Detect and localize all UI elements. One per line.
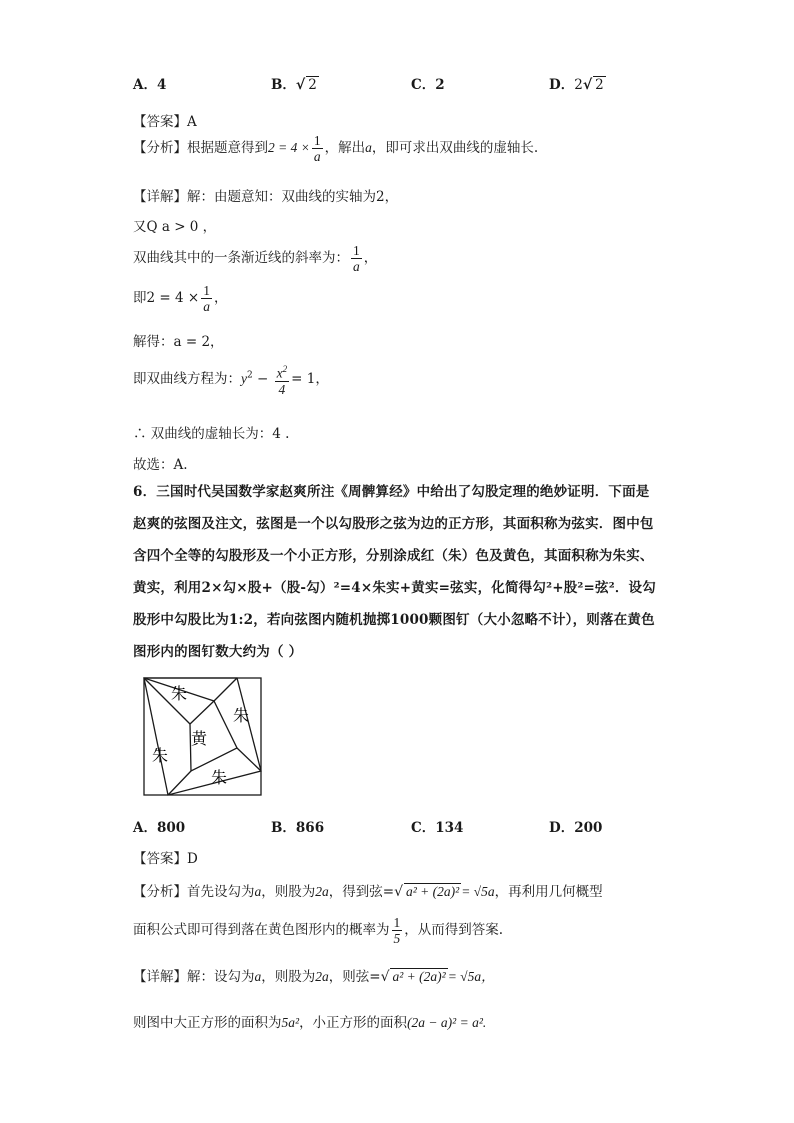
fraction xyxy=(392,915,403,946)
analysis-text: ，则股为 xyxy=(261,884,316,900)
fraction-denominator: 5 xyxy=(393,931,401,946)
fraction xyxy=(312,133,323,164)
label-left: 朱 xyxy=(152,746,169,765)
detail-text: = 1， xyxy=(291,370,329,387)
label-center: 黄 xyxy=(191,729,208,748)
q6-analysis-line-1 xyxy=(133,880,603,900)
radicand: a² + (2a)² xyxy=(405,884,460,899)
option-b-radicand: 2 xyxy=(308,77,317,93)
detail-text: ， xyxy=(363,250,378,266)
fraction xyxy=(351,243,362,274)
q6-answer xyxy=(133,847,198,867)
q6-detail-2 xyxy=(133,1011,486,1031)
analysis-label: 【分析】 xyxy=(133,884,187,900)
label-bottom: 朱 xyxy=(211,768,228,787)
detail-text: ，则弦= xyxy=(328,969,381,985)
expression: 5a² xyxy=(281,1015,300,1030)
expression: (2a − a)² = a². xyxy=(407,1015,487,1030)
label-top: 朱 xyxy=(171,684,188,703)
inner-line-2 xyxy=(214,678,237,701)
answer-value: A xyxy=(187,114,197,130)
q6-option-c: C．134 xyxy=(411,820,464,836)
fraction-numerator: 1 xyxy=(393,915,401,930)
fraction-numerator: 1 xyxy=(353,243,360,258)
q5-analysis xyxy=(133,133,538,164)
fraction-numerator-text: x xyxy=(276,365,283,381)
q6-stem: 6．三国时代吴国数学家赵爽所注《周髀算经》中给出了勾股定理的绝妙证明．下面是赵爽的弦图及注文，弦图是一个以勾股形之弦为边的正方形，其面积称为弦实．图中包含四个全等的勾股形及一个小正方形，分别涂成红（朱）色及黄色，其面积称为朱实、黄实，利用2×勾×股+（股-勾）²=4×朱实+黄实=弦实，化简得勾²+股²=弦²．设勾股形中勾股比为1:2，若向弦图内随机抛掷1000颗图钉（大小忽略不计），则落在黄色图形内的图钉数大约为（ ） xyxy=(133,484,656,660)
q6-analysis-line-2 xyxy=(133,915,503,946)
sqrt-icon: √ xyxy=(380,969,390,985)
detail-text: ，则股为 xyxy=(261,969,316,985)
sqrt-icon: √ xyxy=(295,77,306,93)
expression: = √5a， xyxy=(447,969,495,984)
q6-option-a: A．800 xyxy=(133,820,186,836)
analysis-text: ，即可求出双曲线的虚轴长. xyxy=(371,140,539,156)
fraction-numerator: 1 xyxy=(313,133,321,148)
answer-value: D xyxy=(187,851,198,867)
q5-detail-4 xyxy=(133,283,227,314)
label-right: 朱 xyxy=(233,706,250,725)
variable: a xyxy=(254,884,262,899)
q6-option-b: B．866 xyxy=(271,820,325,836)
analysis-text: 首先设勾为 xyxy=(187,884,255,900)
analysis-text: ，解出 xyxy=(324,140,366,156)
option-b xyxy=(271,73,319,93)
q5-detail-5: 解得：a = 2， xyxy=(133,334,224,350)
q6-option-d: D．200 xyxy=(549,820,603,836)
fraction-denominator: a xyxy=(313,149,321,164)
detail-text: ， xyxy=(213,290,228,306)
analysis-text: ，再利用几何概型 xyxy=(494,884,603,900)
q6-detail-1 xyxy=(133,965,495,985)
q5-detail-2: 又Q a > 0 ， xyxy=(133,219,217,235)
fraction-numerator: $x^2$ xyxy=(276,364,288,381)
option-a: A．4 xyxy=(133,77,167,93)
sqrt-icon: √ xyxy=(582,77,593,93)
expression: = √5a xyxy=(461,884,495,899)
option-d-label: D． xyxy=(549,77,575,93)
operator: − xyxy=(252,370,273,387)
analysis-text: 根据题意得到 xyxy=(187,140,268,156)
analysis-text: ，得到弦= xyxy=(328,884,395,900)
q5-detail-6: 即双曲线方程为：$y^2$ − $\frac{x^2}{4}$ = 1， xyxy=(133,364,329,397)
detail-text: 则图中大正方形的面积为 xyxy=(133,1015,282,1031)
fraction xyxy=(275,362,290,397)
expression: 2a xyxy=(315,884,329,899)
detail-text: 即2 = 4 × xyxy=(133,290,200,306)
detail-text: 解：设勾为 xyxy=(187,969,255,985)
fraction-denominator: a xyxy=(353,259,360,274)
answer-label: 【答案】 xyxy=(133,851,187,867)
detail-text: 即双曲线方程为： xyxy=(133,370,241,387)
detail-text: ，小正方形的面积 xyxy=(299,1015,408,1031)
variable: a xyxy=(254,969,262,984)
q5-detail-3 xyxy=(133,243,377,274)
q5-detail-7: ∴ 双曲线的虚轴长为：4 . xyxy=(133,426,290,442)
expression: 2a xyxy=(315,969,329,984)
option-c: C．2 xyxy=(411,77,445,93)
answer-label: 【答案】 xyxy=(133,114,187,130)
detail-text: 解：由题意知：双曲线的实轴为2， xyxy=(187,189,399,205)
q5-detail-8: 故选：A. xyxy=(133,457,188,473)
equation: 2 = 4 × xyxy=(268,140,310,155)
fraction-numerator: 1 xyxy=(203,283,210,298)
radicand: a² + (2a)² xyxy=(392,969,446,984)
q5-answer xyxy=(133,110,197,130)
analysis-text: ，从而得到答案. xyxy=(404,922,504,938)
fraction-denominator: a xyxy=(203,299,210,314)
analysis-text: 面积公式即可得到落在黄色图形内的概率为 xyxy=(133,922,390,938)
sqrt-icon: √ xyxy=(394,884,403,900)
fraction xyxy=(201,283,212,314)
option-d-coef: 2 xyxy=(574,77,583,93)
variable: y xyxy=(241,370,247,386)
detail-text: 双曲线其中的一条渐近线的斜率为： xyxy=(133,250,349,266)
detail-label: 【详解】 xyxy=(133,969,187,985)
xian-diagram xyxy=(143,677,263,797)
option-d xyxy=(549,73,606,93)
detail-label: 【详解】 xyxy=(133,189,187,205)
q5-detail-1 xyxy=(133,185,398,205)
option-d-radicand: 2 xyxy=(595,77,604,93)
fraction-denominator: 4 xyxy=(278,381,286,397)
analysis-label: 【分析】 xyxy=(133,140,187,156)
variable: a xyxy=(365,140,372,155)
option-b-label: B． xyxy=(271,77,296,93)
